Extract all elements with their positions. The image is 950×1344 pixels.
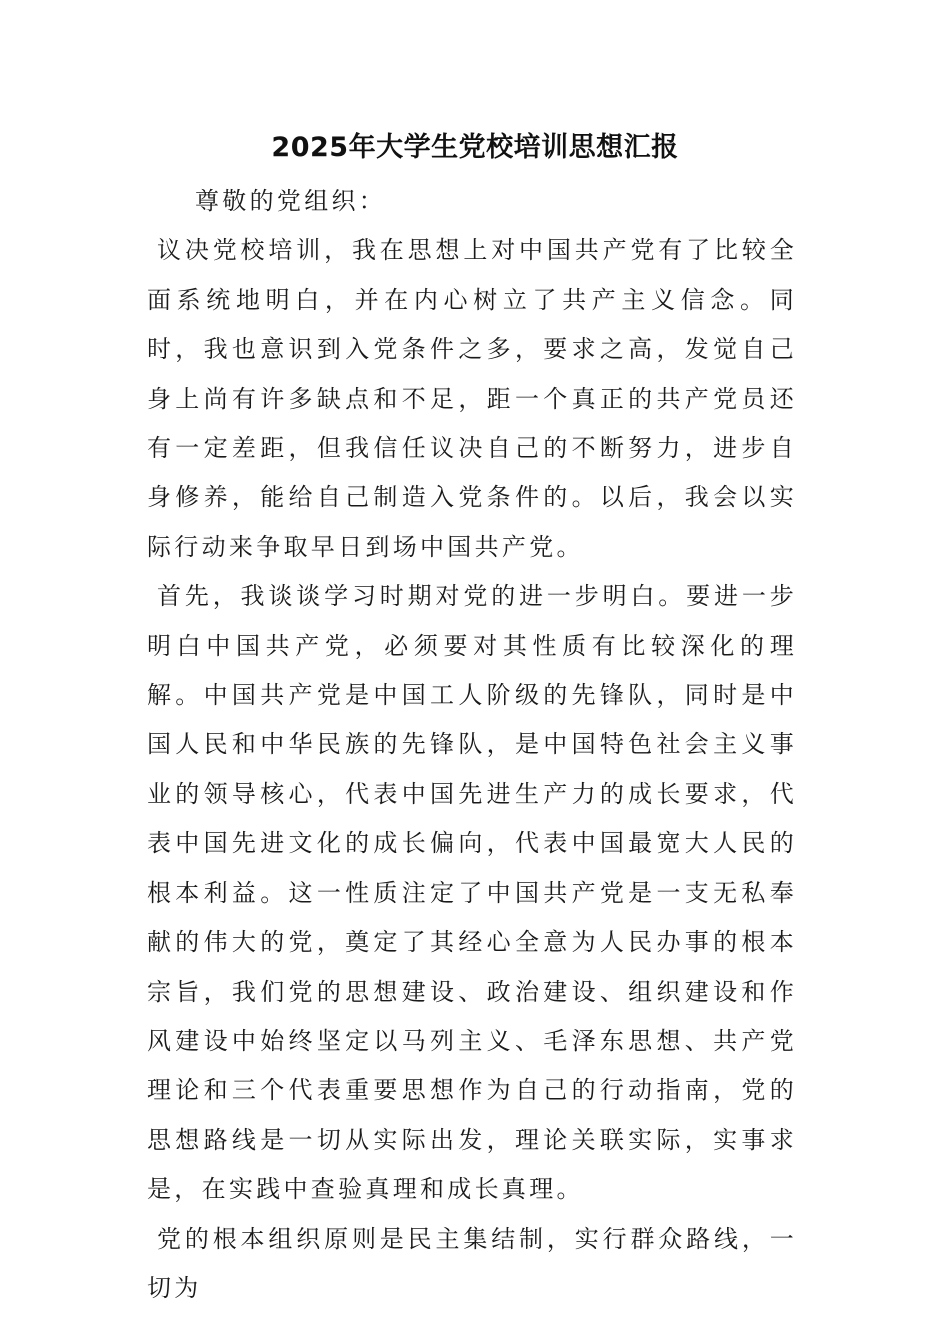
paragraph-1: 议决党校培训，我在思想上对中国共产党有了比较全面系统地明白，并在内心树立了共产主义信念。同时，我也意识到入党条件之多，要求之高，发觉自己身上尚有许多缺点和不足，距一个真正的共产党员还有一定差距，但我信任议决自己的不断努力，进步自身修养，能给自己制造入党条件的。以后，我会以实际行动来争取早日到场中国共产党。	[147, 236, 797, 561]
document-title: 2025年大学生党校培训思想汇报	[271, 132, 679, 163]
paragraph-3: 党的根本组织原则是民主集结制，实行群众路线，一切为	[147, 1224, 797, 1302]
salutation: 尊敬的党组织：	[195, 187, 387, 215]
document-body	[147, 177, 797, 1313]
paragraph-2: 首先，我谈谈学习时期对党的进一步明白。要进一步明白中国共产党，必须要对其性质有比较深化的理解。中国共产党是中国工人阶级的先锋队，同时是中国人民和中华民族的先锋队，是中国特色社会主义事业的领导核心，代表中国先进生产力的成长要求，代表中国先进文化的成长偏向，代表中国最宽大人民的根本利益。这一性质注定了中国共产党是一支无私奉献的伟大的党，奠定了其经心全意为人民办事的根本宗旨，我们党的思想建设、政治建设、组织建设和作风建设中始终坚定以马列主义、毛泽东思想、共产党理论和三个代表重要思想作为自己的行动指南，党的思想路线是一切从实际出发，理论关联实际，实事求是，在实践中查验真理和成长真理。	[147, 582, 797, 1204]
